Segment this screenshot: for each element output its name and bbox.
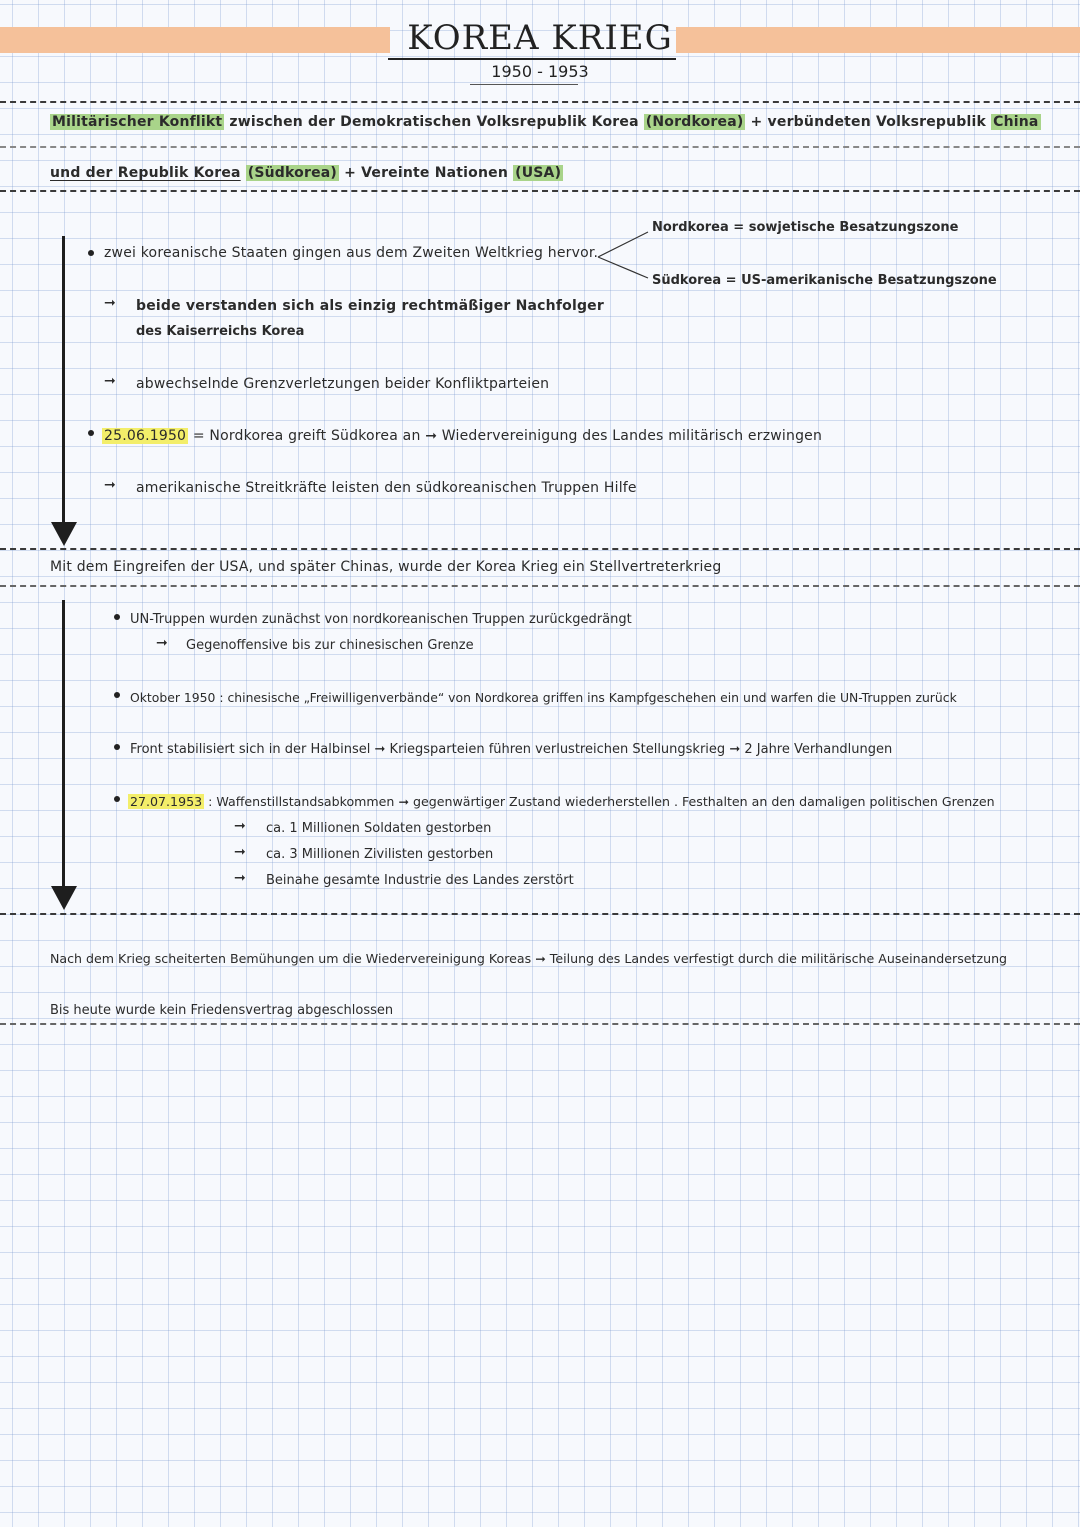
s2-sub-3: Beinahe gesamte Industrie des Landes zerstört [266,873,574,888]
arrow-right-icon: ➞ [425,428,438,444]
branch-suedkorea: Südkorea = US-amerikanische Besatzungszone [652,273,997,288]
divider [0,146,1080,148]
date-27-07-1953: 27.07.1953 [130,794,203,809]
divider [0,190,1080,192]
s2-sub-2: ca. 3 Millionen Zivilisten gestorben [266,847,494,862]
s2-bullet-2: Oktober 1950 : chinesische „Freiwilligenverbände“ von Nordkorea griffen ins Kampfgeschehen ein und warfen die UN-Truppen zurück [130,690,957,705]
arrow-right-icon: ➞ [104,477,116,493]
timeline-arrow-1 [62,236,65,524]
s2-arrow-1: Gegenoffensive bis zur chinesischen Grenze [186,638,474,653]
timeline-arrowhead-2 [51,886,77,910]
branch-brace-icon [596,226,652,282]
years-underline [470,84,578,85]
keyword-china: China [993,114,1039,130]
divider [0,913,1080,915]
s2-sub-1: ca. 1 Millionen Soldaten gestorben [266,821,492,836]
divider [0,548,1080,550]
s1-arrow-1-line-1: beide verstanden sich als einzig rechtmäßiger Nachfolger [136,298,604,314]
timeline-arrowhead-1 [51,522,77,546]
bullet-icon [114,692,120,698]
arrow-right-icon: ➞ [535,951,546,966]
branch-nordkorea: Nordkorea = sowjetische Besatzungszone [652,220,959,235]
s2-bullet-1: UN-Truppen wurden zunächst von nordkoreanischen Truppen zurückgedrängt [130,612,632,627]
bullet-icon [88,250,94,256]
date-25-06-1950: 25.06.1950 [104,428,187,444]
s1-arrow-2: abwechselnde Grenzverletzungen beider Konfliktparteien [136,376,550,392]
title-underline [388,58,676,60]
divider [0,1023,1080,1025]
arrow-right-icon: ➞ [104,373,116,389]
s2-bullet-3: Front stabilisiert sich in der Halbinsel ➞ Kriegsparteien führen verlustreichen Stellungskrieg ➞ 2 Jahre Verhandlungen [130,742,893,757]
s1-arrow-3: amerikanische Streitkräfte leisten den südkoreanischen Truppen Hilfe [136,480,637,496]
bullet-icon [114,614,120,620]
arrow-right-icon: ➞ [234,844,246,860]
arrow-right-icon: ➞ [156,635,168,651]
bullet-icon [114,796,120,802]
s1-bullet-1: zwei koreanische Staaten gingen aus dem Zweiten Weltkrieg hervor. [104,245,599,261]
arrow-right-icon: ➞ [234,870,246,886]
intro-line-1: Militärischer Konflikt zwischen der Demokratischen Volksrepublik Korea (Nordkorea) + verbündeten Volksrepublik China [52,114,1039,130]
arrow-right-icon: ➞ [374,742,386,757]
footer-line-2: Bis heute wurde kein Friedensvertrag abgeschlossen [50,1003,394,1018]
timeline-arrow-2 [62,600,65,888]
arrow-right-icon: ➞ [729,742,741,757]
keyword-suedkorea: (Südkorea) [247,165,338,181]
divider [0,585,1080,587]
bullet-icon [88,430,94,436]
page-subtitle-years: 1950 - 1953 [491,62,589,81]
arrow-right-icon: ➞ [104,295,116,311]
bullet-icon [114,744,120,750]
keyword-nordkorea: (Nordkorea) [645,114,744,130]
keyword-usa: (USA) [515,165,562,181]
page-title: KOREA KRIEG [407,18,673,58]
arrow-right-icon: ➞ [234,818,246,834]
keyword-military-conflict: Militärischer Konflikt [52,114,223,130]
arrow-right-icon: ➞ [398,794,409,809]
divider [0,101,1080,103]
s2-bullet-4: 27.07.1953 : Waffenstillstandsabkommen ➞ gegenwärtiger Zustand wiederherstellen . Festhalten an den damaligen politischen Grenzen [130,794,995,809]
s1-arrow-1-line-2: des Kaiserreichs Korea [136,324,305,339]
middle-statement: Mit dem Eingreifen der USA, und später Chinas, wurde der Korea Krieg ein Stellvertreterkrieg [50,559,722,575]
footer-line-1: Nach dem Krieg scheiterten Bemühungen um die Wiedervereinigung Koreas ➞ Teilung des Landes verfestigt durch die militärische Auseinandersetzung [50,951,1008,966]
s1-bullet-2: 25.06.1950 = Nordkorea greift Südkorea an ➞ Wiedervereinigung des Landes militärisch erzwingen [104,428,823,444]
intro-line-2: und der Republik Korea (Südkorea) + Vereinte Nationen (USA) [50,165,562,181]
